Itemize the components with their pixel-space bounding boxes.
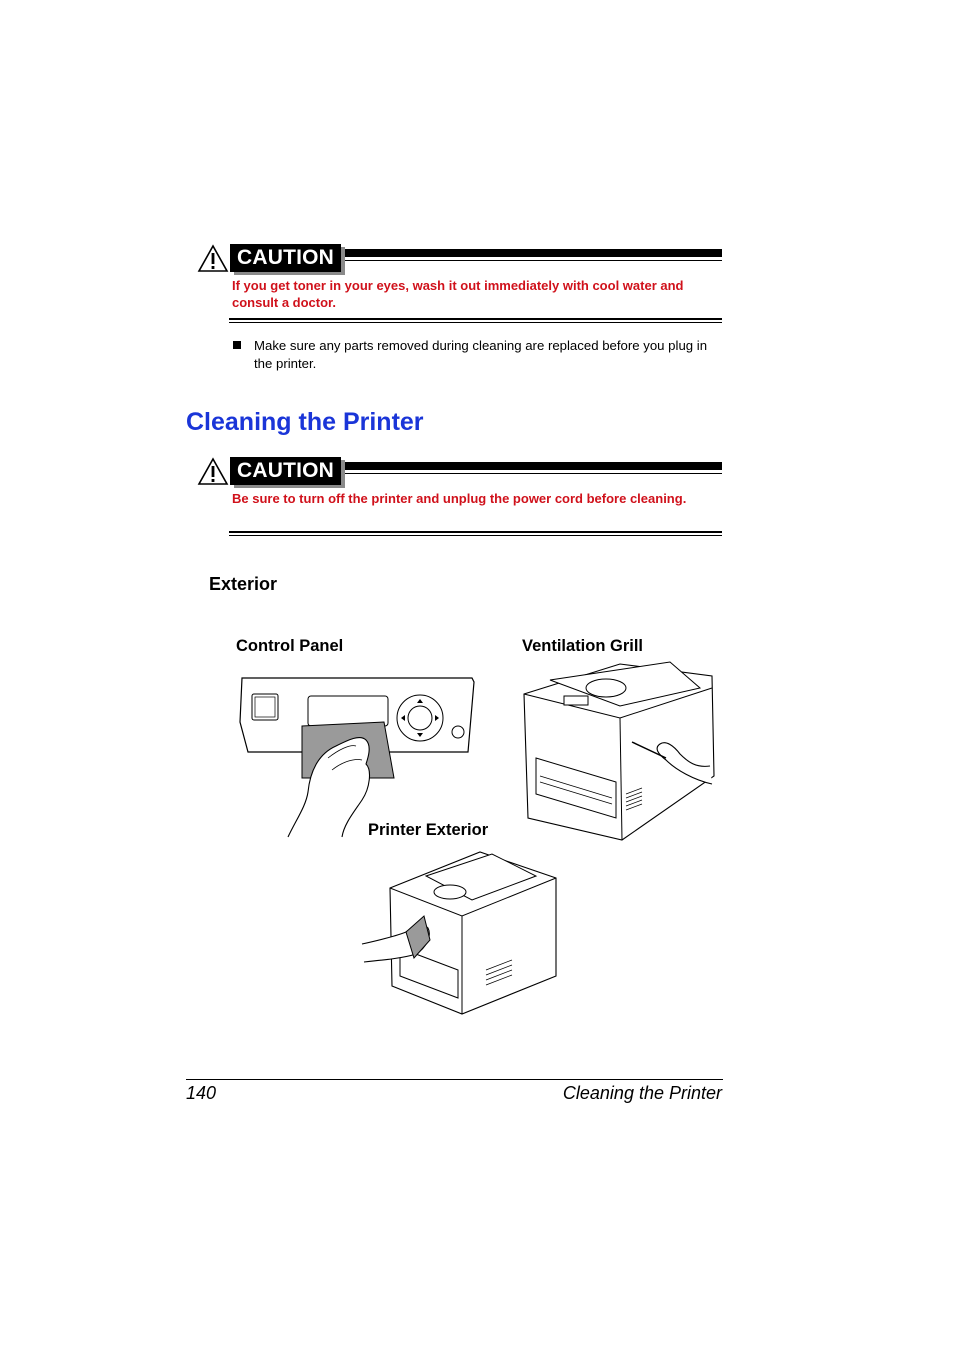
warning-triangle-icon [197,244,229,272]
printer-exterior-illustration [360,848,562,1018]
caution-box-toner [197,244,722,324]
caution-message: If you get toner in your eyes, wash it out immediately with cool water and consult a doctor. [232,278,684,310]
footer-chapter-title: Cleaning the Printer [562,1083,722,1103]
section-title: Cleaning the Printer [186,408,424,436]
list-item: Make sure any parts removed during cleaning are replaced before you plug in the printer. [233,337,723,373]
figure-label-printer-exterior: Printer Exterior [368,821,489,839]
caution-box-power [197,457,722,537]
subsection-title: Exterior [209,574,278,594]
footer-rule [186,1079,723,1080]
bullet-square-icon [233,341,241,349]
figure-label-ventilation-grill: Ventilation Grill [522,637,644,655]
caution-message: Be sure to turn off the printer and unplug the power cord before cleaning. [232,491,687,506]
control-panel-illustration [238,674,478,838]
warning-triangle-icon [197,457,229,485]
figure-label-control-panel: Control Panel [236,637,344,655]
page-number: 140 [186,1083,217,1103]
caution-badge: CAUTION [230,244,341,272]
caution-badge: CAUTION [230,457,341,485]
ventilation-grill-illustration [520,658,716,842]
